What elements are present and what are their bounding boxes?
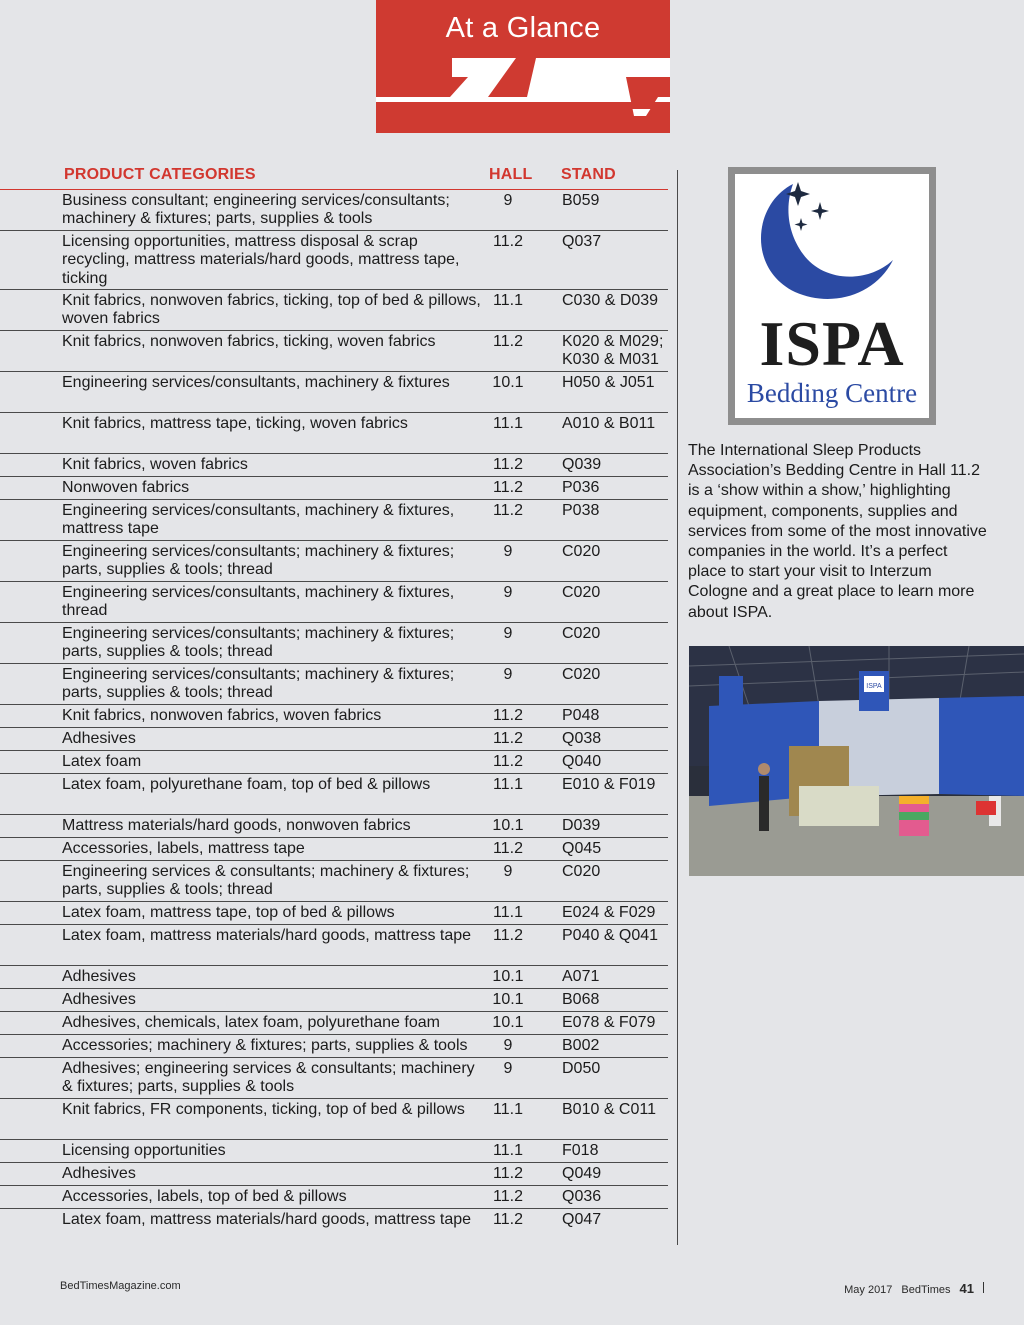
stand-cell: D039 — [562, 817, 601, 834]
stand-cell: B010 & C011 — [562, 1101, 656, 1118]
hall-cell: 11.2 — [493, 456, 523, 473]
photo-sign-text: ISPA — [866, 683, 882, 690]
hall-cell: 9 — [503, 863, 513, 880]
category-cell: Knit fabrics, nonwoven fabrics, ticking, woven fabrics — [62, 333, 436, 350]
table-row — [0, 728, 668, 751]
hall-cell: 11.2 — [493, 730, 523, 747]
stand-cell: B059 — [562, 192, 600, 209]
stand-cell: C020 — [562, 543, 601, 560]
table-row — [0, 989, 668, 1012]
table-row — [0, 815, 668, 838]
table-row — [0, 372, 668, 413]
hall-cell: 10.1 — [492, 968, 524, 985]
table-row — [0, 623, 668, 664]
hall-cell: 11.2 — [493, 1165, 523, 1182]
hall-cell: 11.1 — [493, 292, 523, 309]
hall-cell: 9 — [503, 1037, 513, 1054]
category-cell: Licensing opportunities, mattress disposal & scrap recycling, mattress materials/hard goods, mattress tape, ticking — [62, 233, 460, 287]
at-a-glance-banner — [376, 0, 670, 133]
stand-cell: Q039 — [562, 456, 602, 473]
stand-cell: C020 — [562, 863, 601, 880]
stand-cell: P048 — [562, 707, 600, 724]
category-cell: Latex foam, mattress materials/hard goods, mattress tape — [62, 927, 472, 944]
category-cell: Knit fabrics, nonwoven fabrics, woven fabrics — [62, 707, 382, 724]
category-cell: Accessories, labels, top of bed & pillows — [62, 1188, 347, 1205]
category-cell: Knit fabrics, mattress tape, ticking, woven fabrics — [62, 415, 408, 432]
category-cell: Accessories, labels, mattress tape — [62, 840, 305, 857]
table-row — [0, 477, 668, 500]
hall-cell: 11.2 — [493, 233, 523, 250]
header-product-categories: PRODUCT CATEGORIES — [64, 166, 256, 183]
stand-cell: Q045 — [562, 840, 602, 857]
hall-cell: 10.1 — [492, 991, 524, 1008]
hall-cell: 10.1 — [492, 374, 524, 391]
stand-cell: C020 — [562, 584, 601, 601]
table-row — [0, 231, 668, 290]
table-row — [0, 1186, 668, 1209]
category-cell: Licensing opportunities — [62, 1142, 226, 1159]
hall-cell: 11.2 — [493, 927, 523, 944]
table-row — [0, 1058, 668, 1099]
stand-cell: P040 & Q041 — [562, 927, 659, 944]
hall-cell: 10.1 — [492, 1014, 524, 1031]
stand-cell: Q036 — [562, 1188, 602, 1205]
table-row — [0, 541, 668, 582]
stand-cell: Q038 — [562, 730, 602, 747]
category-cell: Latex foam — [62, 753, 142, 770]
stand-cell: B002 — [562, 1037, 600, 1054]
logo-subtitle: Bedding Centre — [746, 378, 918, 408]
category-cell: Mattress materials/hard goods, nonwoven fabrics — [62, 817, 411, 834]
table-row — [0, 190, 668, 231]
category-cell: Latex foam, mattress materials/hard goods, mattress tape — [62, 1211, 472, 1228]
category-cell: Knit fabrics, FR components, ticking, top of bed & pillows — [62, 1101, 465, 1118]
hall-cell: 9 — [503, 192, 513, 209]
table-row — [0, 705, 668, 728]
table-row — [0, 582, 668, 623]
category-cell: Knit fabrics, woven fabrics — [62, 456, 248, 473]
stand-cell: H050 & J051 — [562, 374, 655, 391]
stand-cell: A071 — [562, 968, 600, 985]
stand-cell: P036 — [562, 479, 600, 496]
table-row — [0, 861, 668, 902]
category-cell: Accessories; machinery & fixtures; parts, supplies & tools — [62, 1037, 468, 1054]
bedding-centre-photo — [689, 646, 1024, 876]
table-row — [0, 774, 668, 815]
stand-cell: E024 & F029 — [562, 904, 656, 921]
stand-cell: C020 — [562, 666, 601, 683]
ispa-logo — [728, 167, 936, 425]
category-cell: Adhesives — [62, 730, 136, 747]
page-number: 41 — [959, 1281, 974, 1296]
stand-cell: A010 & B011 — [562, 415, 656, 432]
table-row — [0, 290, 668, 331]
category-cell: Knit fabrics, nonwoven fabrics, ticking, top of bed & pillows, woven fabrics — [62, 292, 481, 328]
category-cell: Latex foam, polyurethane foam, top of bed & pillows — [62, 776, 431, 793]
table-row — [0, 838, 668, 861]
stand-cell: Q047 — [562, 1211, 602, 1228]
hall-cell: 11.2 — [493, 333, 523, 350]
hall-cell: 11.2 — [493, 479, 523, 496]
category-cell: Business consultant; engineering services/consultants; machinery & fixtures; parts, supplies & tools — [62, 192, 450, 228]
table-row — [0, 413, 668, 454]
table-header — [64, 166, 668, 188]
hall-cell: 11.2 — [493, 1188, 523, 1205]
stand-cell: E078 & F079 — [562, 1014, 656, 1031]
category-cell: Adhesives — [62, 991, 136, 1008]
hall-cell: 11.2 — [493, 707, 523, 724]
moon-stars-icon — [735, 174, 929, 309]
column-divider — [677, 170, 678, 1245]
category-cell: Nonwoven fabrics — [62, 479, 190, 496]
hall-cell: 11.1 — [493, 776, 523, 793]
category-cell: Adhesives, chemicals, latex foam, polyurethane foam — [62, 1014, 440, 1031]
table-row — [0, 1209, 668, 1250]
stand-cell: Q040 — [562, 753, 602, 770]
category-cell: Engineering services/consultants, machinery & fixtures — [62, 374, 450, 391]
category-cell: Engineering services/consultants; machinery & fixtures; parts, supplies & tools; thread — [62, 625, 455, 661]
table-row — [0, 500, 668, 541]
hall-cell: 11.2 — [493, 753, 523, 770]
footer-website: BedTimesMagazine.com — [60, 1280, 181, 1292]
hall-cell: 11.2 — [493, 840, 523, 857]
table-row — [0, 1140, 668, 1163]
stand-cell: F018 — [562, 1142, 599, 1159]
category-cell: Engineering services/consultants, machinery & fixtures, thread — [62, 584, 455, 620]
table-row — [0, 902, 668, 925]
stand-cell: C020 — [562, 625, 601, 642]
hall-cell: 11.2 — [493, 1211, 523, 1228]
stand-cell: E010 & F019 — [562, 776, 656, 793]
ispa-description: The International Sleep Products Association’s Bedding Centre in Hall 11.2 is a ‘show within a show,’ highlighting equipment, components, supplies and services from some of the most innovative companies in the world. It’s a perfect place to start your visit to Interzum Cologne and a great place to learn more about ISPA. — [688, 442, 987, 621]
hall-cell: 9 — [503, 666, 513, 683]
category-cell: Engineering services/consultants; machinery & fixtures; parts, supplies & tools; thread — [62, 543, 455, 579]
category-cell: Adhesives — [62, 968, 136, 985]
stand-cell: P038 — [562, 502, 600, 519]
hall-cell: 9 — [503, 625, 513, 642]
hall-cell: 9 — [503, 584, 513, 601]
zigzag-graphic — [376, 50, 670, 133]
logo-wordmark: ISPA — [759, 308, 905, 379]
table-row — [0, 1163, 668, 1186]
hall-cell: 11.1 — [493, 1101, 523, 1118]
category-cell: Adhesives; engineering services & consultants; machinery & fixtures; parts, supplies & tools — [62, 1060, 475, 1096]
hall-cell: 9 — [503, 1060, 513, 1077]
stand-cell: Q049 — [562, 1165, 602, 1182]
category-cell: Engineering services/consultants, machinery & fixtures, mattress tape — [62, 502, 455, 538]
table-row — [0, 751, 668, 774]
page-divider — [983, 1282, 984, 1293]
table-row — [0, 966, 668, 989]
header-hall: HALL — [489, 166, 533, 183]
product-table — [0, 190, 668, 1250]
hall-cell: 11.1 — [493, 904, 523, 921]
stand-cell: D050 — [562, 1060, 601, 1077]
category-cell: Engineering services & consultants; machinery & fixtures; parts, supplies & tools; thread — [62, 863, 470, 899]
table-row — [0, 1012, 668, 1035]
category-cell: Latex foam, mattress tape, top of bed & pillows — [62, 904, 395, 921]
hall-cell: 10.1 — [492, 817, 524, 834]
table-row — [0, 925, 668, 966]
stand-cell: C030 & D039 — [562, 292, 659, 309]
footer-date: May 2017 — [844, 1284, 893, 1296]
hall-cell: 9 — [503, 543, 513, 560]
table-row — [0, 331, 668, 372]
category-cell: Adhesives — [62, 1165, 136, 1182]
stand-cell: K020 & M029; K030 & M031 — [562, 333, 664, 369]
table-row — [0, 1099, 668, 1140]
table-row — [0, 664, 668, 705]
hall-cell: 11.1 — [493, 1142, 523, 1159]
footer-magazine: BedTimes — [901, 1284, 951, 1296]
category-cell: Engineering services/consultants; machinery & fixtures; parts, supplies & tools; thread — [62, 666, 455, 702]
header-stand: STAND — [561, 166, 616, 183]
stand-cell: B068 — [562, 991, 600, 1008]
banner-title: At a Glance — [445, 12, 601, 44]
stand-cell: Q037 — [562, 233, 602, 250]
hall-cell: 11.2 — [493, 502, 523, 519]
table-row — [0, 454, 668, 477]
hall-cell: 11.1 — [493, 415, 523, 432]
table-row — [0, 1035, 668, 1058]
footer-page-info — [844, 1281, 984, 1296]
